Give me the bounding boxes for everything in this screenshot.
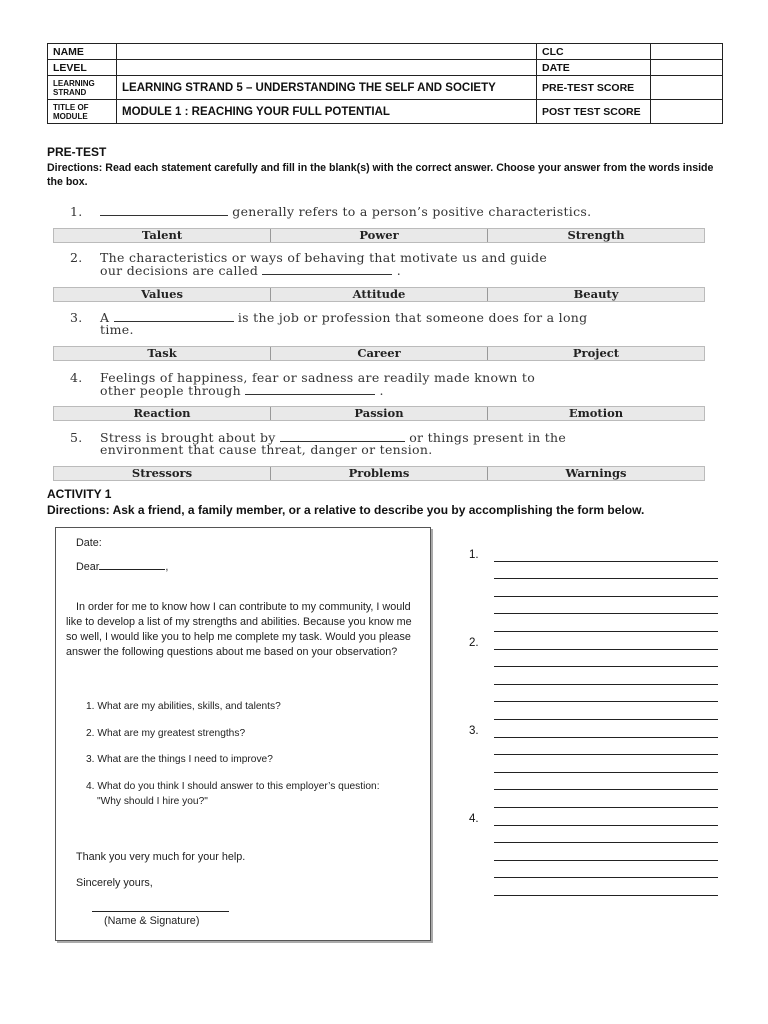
pretest-directions-label: Directions: xyxy=(47,162,103,174)
question-2 xyxy=(70,252,710,277)
question-text: is the job or profession that someone does for a long xyxy=(233,310,588,325)
pretest-score-label: PRE-TEST SCORE xyxy=(537,76,651,100)
choice-strength[interactable]: Strength xyxy=(567,228,625,242)
choice-warnings[interactable]: Warnings xyxy=(565,466,627,480)
letter-body: In order for me to know how I can contribute to my community, I would like to develop a list of my strengths and abilities. Because you know me so well, I would like you to help me complete my task. Would you please answer the following questions about me based on your observation? xyxy=(66,601,412,658)
answer-line[interactable] xyxy=(494,754,718,755)
choice-passion[interactable]: Passion xyxy=(271,407,488,420)
letter-form xyxy=(55,527,431,941)
choices-box-2 xyxy=(53,287,705,302)
date-field[interactable] xyxy=(651,60,723,76)
answer-line[interactable] xyxy=(494,578,718,579)
letter-question-3: 3. What are the things I need to improve? xyxy=(86,754,273,765)
question-text: generally refers to a person’s positive characteristics. xyxy=(228,204,592,219)
answer-blank[interactable] xyxy=(245,384,375,395)
answer-number-2: 2. xyxy=(469,637,479,649)
answer-line[interactable] xyxy=(494,666,718,667)
choice-project[interactable]: Project xyxy=(572,346,620,360)
strand-label xyxy=(48,76,117,100)
answer-blank[interactable] xyxy=(100,205,228,216)
answer-line[interactable] xyxy=(494,719,718,720)
letter-date: Date: xyxy=(76,537,102,549)
answer-line[interactable] xyxy=(494,701,718,702)
answer-line[interactable] xyxy=(494,807,718,808)
answer-number-4: 4. xyxy=(469,813,479,825)
question-text: . xyxy=(392,263,401,278)
answer-line[interactable] xyxy=(494,649,718,650)
name-label: NAME xyxy=(48,44,117,60)
level-label: LEVEL xyxy=(48,60,117,76)
choice-talent[interactable]: Talent xyxy=(54,229,271,242)
posttest-score-label: POST TEST SCORE xyxy=(537,100,651,124)
pretest-score-field[interactable] xyxy=(651,76,723,100)
question-text: our decisions are called xyxy=(100,263,263,278)
question-text: environment that cause threat, danger or tension. xyxy=(100,442,433,457)
pretest-directions xyxy=(47,161,727,189)
choice-values[interactable]: Values xyxy=(54,288,271,301)
letter-question-4: 4. What do you think I should answer to this employer’s question: xyxy=(86,781,380,792)
question-5 xyxy=(70,431,710,456)
answer-line[interactable] xyxy=(494,825,718,826)
choice-emotion[interactable]: Emotion xyxy=(568,406,624,420)
answer-line[interactable] xyxy=(494,684,718,685)
answer-line[interactable] xyxy=(494,596,718,597)
question-number: 3. xyxy=(70,310,83,325)
answer-line[interactable] xyxy=(494,789,718,790)
question-number: 2. xyxy=(70,250,83,265)
question-number: 1. xyxy=(70,204,83,219)
choice-problems[interactable]: Problems xyxy=(271,467,488,480)
answer-line[interactable] xyxy=(494,737,718,738)
choices-box-1 xyxy=(53,228,705,243)
pretest-directions-text: Read each statement carefully and fill in the blank(s) with the correct answer. Choose your answer from the words inside the box. xyxy=(47,162,714,188)
letter-thanks: Thank you very much for your help. xyxy=(76,851,246,863)
activity-directions-text: Ask a friend, a family member, or a relative to describe you by accomplishing the form below. xyxy=(109,503,645,517)
choice-career[interactable]: Career xyxy=(271,347,488,360)
answer-line[interactable] xyxy=(494,842,718,843)
question-text: . xyxy=(375,383,384,398)
choice-task[interactable]: Task xyxy=(54,347,271,360)
question-text: Feelings of happiness, fear or sadness are readily made known to xyxy=(100,370,536,385)
choice-reaction[interactable]: Reaction xyxy=(54,407,271,420)
dear-blank[interactable] xyxy=(99,560,165,570)
choices-box-5 xyxy=(53,466,705,481)
question-text: time. xyxy=(100,322,134,337)
activity-directions-label: Directions: xyxy=(47,503,110,517)
answer-line[interactable] xyxy=(494,860,718,861)
question-1 xyxy=(70,205,710,218)
answer-number-1: 1. xyxy=(469,549,479,561)
header-table xyxy=(47,43,723,124)
choice-stressors[interactable]: Stressors xyxy=(54,467,271,480)
letter-signature: (Name & Signature) xyxy=(104,915,200,927)
module-value: MODULE 1 : REACHING YOUR FULL POTENTIAL xyxy=(117,100,537,124)
strand-label-line1: LEARNING xyxy=(53,78,95,88)
answer-line[interactable] xyxy=(494,561,718,562)
answer-line[interactable] xyxy=(494,631,718,632)
answer-blank[interactable] xyxy=(114,311,234,322)
strand-value: LEARNING STRAND 5 – UNDERSTANDING THE SELF AND SOCIETY xyxy=(117,76,537,100)
choice-beauty[interactable]: Beauty xyxy=(573,287,619,301)
answer-line[interactable] xyxy=(494,772,718,773)
pretest-title: PRE-TEST xyxy=(47,145,107,159)
answer-blank[interactable] xyxy=(280,431,405,442)
question-number: 5. xyxy=(70,430,83,445)
choices-box-3 xyxy=(53,346,705,361)
module-label-line1: TITLE OF xyxy=(53,102,89,112)
activity-title: ACTIVITY 1 xyxy=(47,487,112,501)
question-text: or things present in the xyxy=(404,430,567,445)
choice-attitude[interactable]: Attitude xyxy=(271,288,488,301)
module-label-line2: MODULE xyxy=(53,111,88,121)
letter-question-4-quote: "Why should I hire you?" xyxy=(97,796,208,807)
question-number: 4. xyxy=(70,370,83,385)
answer-line[interactable] xyxy=(494,877,718,878)
posttest-score-field[interactable] xyxy=(651,100,723,124)
letter-closing: Sincerely yours, xyxy=(76,877,153,889)
activity-directions xyxy=(47,503,644,517)
question-text: Stress is brought about by xyxy=(100,430,280,445)
answer-line[interactable] xyxy=(494,895,718,896)
signature-line[interactable] xyxy=(92,911,229,912)
letter-dear-comma: , xyxy=(165,561,169,573)
module-label xyxy=(48,100,117,124)
letter-dear xyxy=(76,560,168,575)
choices-box-4 xyxy=(53,406,705,421)
question-text: A xyxy=(100,310,114,325)
question-text: The characteristics or ways of behaving that motivate us and guide xyxy=(100,250,548,265)
name-field[interactable] xyxy=(117,44,537,60)
question-3 xyxy=(70,311,710,336)
letter-dear-text: Dear xyxy=(76,561,100,573)
choice-power[interactable]: Power xyxy=(271,229,488,242)
clc-label: CLC xyxy=(537,44,651,60)
answer-number-3: 3. xyxy=(469,725,479,737)
question-4 xyxy=(70,372,710,397)
clc-field[interactable] xyxy=(651,44,723,60)
level-field[interactable] xyxy=(117,60,537,76)
strand-label-line2: STRAND xyxy=(53,87,87,97)
answer-line[interactable] xyxy=(494,613,718,614)
letter-question-2: 2. What are my greatest strengths? xyxy=(86,728,246,739)
answer-blank[interactable] xyxy=(262,264,392,275)
letter-question-1: 1. What are my abilities, skills, and talents? xyxy=(86,701,281,712)
question-text: other people through xyxy=(100,383,246,398)
date-label: DATE xyxy=(537,60,651,76)
